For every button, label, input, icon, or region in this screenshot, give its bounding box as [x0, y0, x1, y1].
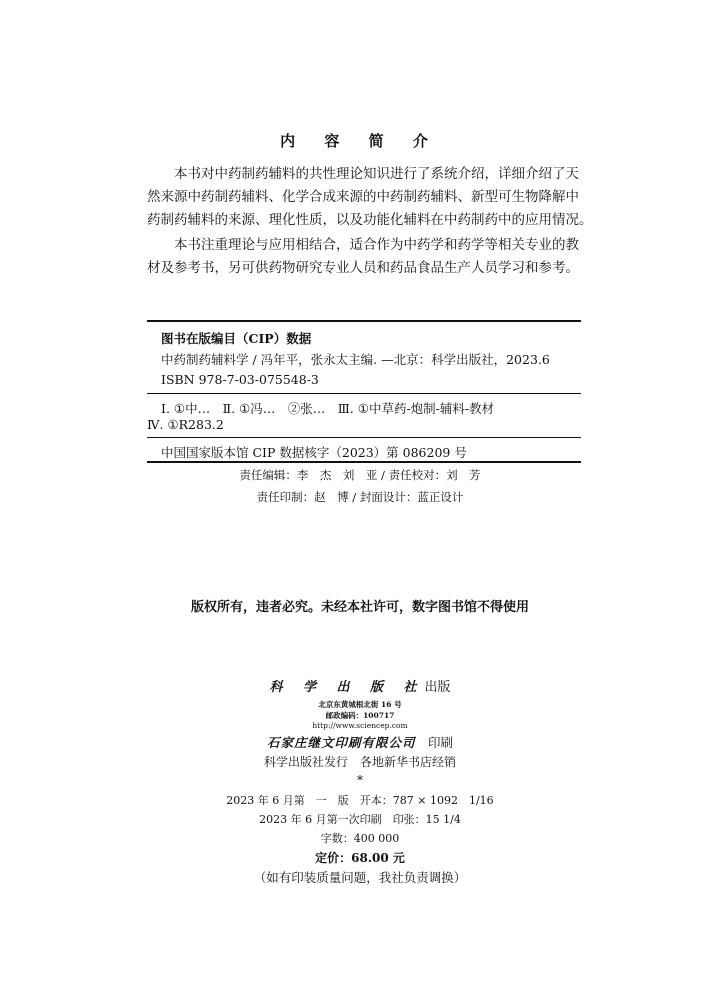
cip-bibliographic-line: 中药制药辅料学 / 冯年平，张永太主编. —北京：科学出版社，2023.6: [161, 352, 550, 367]
intro-paragraph-1: [147, 163, 593, 232]
intro-p2-line: 材及参考书，另可供药物研究专业人员和药品食品生产人员学习和参考。: [147, 260, 579, 276]
intro-p2-line: 本书注重理论与应用相结合，适合作为中药学和药学等相关专业的教: [174, 237, 579, 253]
printer-line: [0, 733, 720, 751]
printer-suffix: 印刷: [428, 735, 454, 750]
price: 定价：68.00 元: [315, 851, 405, 865]
publisher-suffix: 出版: [424, 680, 451, 695]
edition-line-1: 2023 年 6 月第 一 版 开本：787 × 1092 1/16: [226, 794, 494, 807]
cip-middle-rule: [147, 393, 581, 394]
word-count: 字数：400 000: [320, 832, 400, 845]
printer-name: 石家庄继文印刷有限公司: [266, 735, 416, 750]
publisher-address: 北京东黄城根北街 16 号: [318, 700, 402, 709]
intro-p1-line: 药制药辅料的来源、理化性质，以及功能化辅料在中药制药中的应用情况。: [147, 212, 593, 228]
distribution-line: 科学出版社发行 各地新华书店经销: [263, 755, 456, 769]
separator-star: *: [357, 773, 363, 787]
intro-paragraph-2: [147, 234, 585, 280]
intro-p1-line: 本书对中药制药辅料的共性理论知识进行了系统介绍，详细介绍了天: [174, 166, 579, 182]
cip-lower-rule: [147, 437, 581, 438]
publisher-line: [0, 676, 720, 695]
publisher-name: 科 学 出 版 社: [269, 680, 425, 695]
publisher-postcode: 邮政编码：100717: [325, 711, 395, 720]
cip-bottom-rule: [147, 461, 581, 463]
publisher-url: http://www.sciencep.com: [312, 721, 408, 730]
cip-isbn: ISBN 978-7-03-075548-3: [161, 372, 319, 387]
cip-classification-2: Ⅳ. ①R283.2: [147, 417, 224, 432]
editors-line-2: 责任印制：赵 博 / 封面设计：蓝正设计: [256, 490, 464, 504]
editors-line-1: 责任编辑：李 杰 刘 亚 / 责任校对：刘 芳: [239, 468, 481, 482]
cip-title: 图书在版编目（CIP）数据: [161, 331, 312, 346]
edition-line-2: 2023 年 6 月第一次印刷 印张：15 1/4: [259, 813, 461, 826]
cip-number: 中国国家版本馆 CIP 数据核字（2023）第 086209 号: [161, 445, 467, 460]
cip-classification-1: Ⅰ. ①中… Ⅱ. ①冯… ②张… Ⅲ. ①中草药-炮制-辅料-教材: [161, 401, 495, 416]
cip-top-rule: [147, 320, 581, 322]
quality-notice: （如有印装质量问题，我社负责调换）: [253, 870, 467, 885]
intro-heading: 内 容 简 介: [280, 132, 440, 150]
copyright-notice: 版权所有，违者必究。未经本社许可，数字图书馆不得使用: [190, 600, 529, 615]
intro-p1-line: 然来源中药制药辅料、化学合成来源的中药制药辅料、新型可生物降解中: [147, 189, 579, 205]
